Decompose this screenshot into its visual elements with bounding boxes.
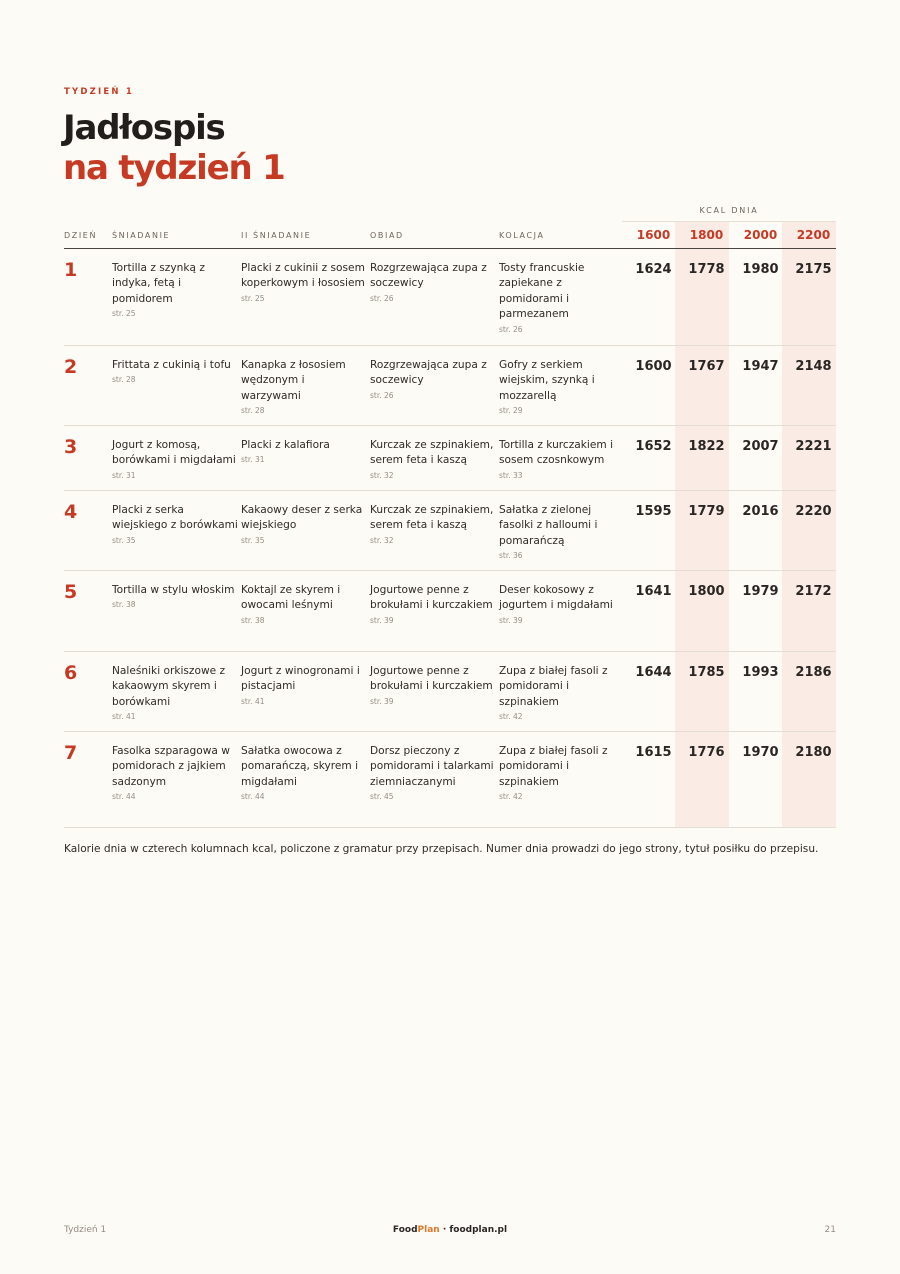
kcal-1600-value: 1624: [635, 262, 672, 277]
meal-second-breakfast[interactable]: [241, 583, 367, 628]
page-title: [63, 108, 285, 188]
meal-title[interactable]: Placki z kalafiora: [241, 439, 330, 451]
table-row-day-4: [64, 491, 836, 571]
meal-page-ref: str. 26: [370, 293, 394, 303]
kcal-1600-value: 1644: [635, 665, 672, 680]
day-number-link[interactable]: 6: [64, 662, 78, 684]
day-number-link[interactable]: 2: [64, 356, 78, 378]
meal-title[interactable]: Fasolka szparagowa w pomidorach z jajkiem sadzonym: [112, 745, 230, 788]
col-header-breakfast: ŚNIADANIE: [112, 231, 171, 240]
meal-page-ref: str. 28: [112, 375, 136, 385]
kcal-1800-value: 1785: [688, 665, 725, 680]
meal-page-ref: str. 38: [241, 615, 265, 625]
meal-page-ref: str. 44: [112, 792, 136, 802]
meal-page-ref: str. 25: [241, 293, 265, 303]
meal-title[interactable]: Placki z cukinii z sosem koperkowym i łososiem: [241, 262, 365, 290]
table-row-day-3: [64, 426, 836, 491]
meal-supper[interactable]: [499, 583, 625, 628]
day-number-link[interactable]: 5: [64, 581, 78, 603]
brand-name-part-1: Food: [392, 1225, 418, 1235]
table-row-day-7: [64, 732, 836, 828]
meal-title[interactable]: Sałatka z zielonej fasolki z halloumi i pomarańczą: [499, 504, 598, 547]
table-row-day-2: [64, 346, 836, 426]
kcal-1800-value: 1800: [688, 584, 725, 599]
meal-supper[interactable]: [499, 438, 625, 483]
meal-page-ref: str. 44: [241, 792, 265, 802]
table-header: [64, 222, 836, 249]
meal-page-ref: str. 35: [112, 535, 136, 545]
meal-title[interactable]: Jogurtowe penne z brokułami i kurczakiem: [370, 665, 493, 693]
meal-title[interactable]: Jogurt z komosą, borówkami i migdałami: [112, 439, 236, 467]
meal-page-ref: str. 28: [241, 406, 265, 416]
meal-second-breakfast[interactable]: [241, 261, 367, 306]
col-header-supper: KOLACJA: [499, 231, 545, 240]
meal-dinner[interactable]: [370, 438, 496, 483]
meal-title[interactable]: Tosty francuskie zapiekane z pomidorami i parmezanem: [499, 262, 585, 321]
footer-brand[interactable]: [0, 1225, 900, 1235]
meal-title[interactable]: Placki z serka wiejskiego z borówkami: [112, 504, 238, 532]
meal-breakfast[interactable]: [112, 261, 238, 321]
meal-page-ref: str. 39: [499, 615, 523, 625]
meal-title[interactable]: Naleśniki orkiszowe z kakaowym skyrem i borówkami: [112, 665, 226, 708]
meal-title[interactable]: Kanapka z łososiem wędzonym i warzywami: [241, 359, 346, 402]
day-number-link[interactable]: 7: [64, 742, 78, 764]
meal-breakfast[interactable]: [112, 358, 238, 387]
meal-second-breakfast[interactable]: [241, 438, 367, 467]
day-number-link[interactable]: 4: [64, 501, 78, 523]
meal-page-ref: str. 35: [241, 535, 265, 545]
meal-page-ref: str. 41: [241, 696, 265, 706]
kcal-2200-value: 2148: [795, 359, 832, 374]
meal-page-ref: str. 45: [370, 792, 394, 802]
meal-title[interactable]: Koktajl ze skyrem i owocami leśnymi: [241, 584, 341, 612]
meal-title[interactable]: Tortilla z kurczakiem i sosem czosnkowym: [499, 439, 614, 467]
meal-second-breakfast[interactable]: [241, 503, 367, 548]
meal-page-ref: str. 29: [499, 406, 523, 416]
col-header-kcal-2000: 2000: [743, 228, 778, 242]
meal-page-ref: str. 31: [112, 470, 136, 480]
kcal-2000-value: 1993: [742, 665, 779, 680]
brand-website: · foodplan.pl: [439, 1225, 508, 1235]
kcal-1800-value: 1778: [688, 262, 725, 277]
table-row-day-1: [64, 249, 836, 346]
kcal-1600-value: 1600: [635, 359, 672, 374]
kcal-1800-value: 1779: [688, 504, 725, 519]
meal-page-ref: str. 31: [241, 455, 265, 465]
kcal-2200-value: 2172: [795, 584, 832, 599]
meal-breakfast[interactable]: [112, 438, 238, 483]
meal-dinner[interactable]: [370, 503, 496, 548]
meal-title[interactable]: Rozgrzewająca zupa z soczewicy: [370, 262, 487, 290]
day-number-link[interactable]: 1: [64, 259, 78, 281]
page-number: 21: [824, 1225, 836, 1235]
kcal-2000-value: 1970: [742, 745, 779, 760]
meal-page-ref: str. 42: [499, 712, 523, 722]
kcal-1600-value: 1615: [635, 745, 672, 760]
meal-dinner[interactable]: [370, 664, 496, 709]
meal-title[interactable]: Dorsz pieczony z pomidorami i talarkami ziemniaczanymi: [370, 745, 494, 788]
meal-page-ref: str. 36: [499, 551, 523, 561]
page-title-line1: Jadłospis: [63, 108, 225, 148]
day-number-link[interactable]: 3: [64, 436, 78, 458]
kcal-2000-value: 1947: [742, 359, 779, 374]
meal-title[interactable]: Kurczak ze szpinakiem, serem feta i kaszą: [370, 504, 494, 532]
meal-breakfast[interactable]: [112, 664, 238, 724]
meal-page-ref: str. 32: [370, 470, 394, 480]
meal-supper[interactable]: [499, 744, 625, 804]
col-header-day: DZIEŃ: [64, 231, 98, 240]
meal-title[interactable]: Zupa z białej fasoli z pomidorami i szpinakiem: [499, 665, 608, 708]
meal-supper[interactable]: [499, 358, 625, 418]
meal-second-breakfast[interactable]: [241, 358, 367, 418]
kcal-1600-value: 1595: [635, 504, 672, 519]
col-header-kcal-1600: 1600: [636, 228, 671, 242]
kcal-2000-value: 1979: [742, 584, 779, 599]
kcal-1600-value: 1641: [635, 584, 672, 599]
kcal-2200-value: 2221: [795, 439, 832, 454]
meal-page-ref: str. 32: [370, 535, 394, 545]
meal-second-breakfast[interactable]: [241, 744, 367, 804]
meal-page-ref: str. 39: [370, 615, 394, 625]
meal-page-ref: str. 38: [112, 600, 136, 610]
meal-page-ref: str. 26: [370, 390, 394, 400]
kcal-2200-value: 2175: [795, 262, 832, 277]
meal-title[interactable]: Zupa z białej fasoli z pomidorami i szpinakiem: [499, 745, 608, 788]
footer-section-label: Tydzień 1: [64, 1225, 107, 1235]
meal-dinner[interactable]: [370, 583, 496, 628]
meal-title[interactable]: Tortilla z szynką z indyka, fetą i pomidorem: [112, 262, 205, 305]
meal-title[interactable]: Gofry z serkiem wiejskim, szynką i mozzarellą: [499, 359, 595, 402]
table-footnote: Kalorie dnia w czterech kolumnach kcal, policzone z gramatur przy przepisach. Numer dnia prowadzi do jego strony, tytuł posiłku do przepisu.: [64, 843, 819, 855]
meal-dinner[interactable]: [370, 744, 496, 804]
col-header-kcal-2200: 2200: [796, 228, 831, 242]
meal-page-ref: str. 25: [112, 309, 136, 319]
table-row-day-5: [64, 571, 836, 652]
meal-title[interactable]: Rozgrzewająca zupa z soczewicy: [370, 359, 487, 387]
table-row-day-6: [64, 652, 836, 732]
meal-page-ref: str. 39: [370, 696, 394, 706]
meal-page-ref: str. 26: [499, 324, 523, 334]
brand-name-part-2: Plan: [417, 1225, 440, 1235]
meal-supper[interactable]: [499, 261, 625, 337]
meal-breakfast[interactable]: [112, 503, 238, 548]
col-header-second-breakfast: II ŚNIADANIE: [241, 231, 312, 240]
col-header-dinner: OBIAD: [370, 231, 404, 240]
meal-supper[interactable]: [499, 503, 625, 563]
meal-title[interactable]: Jogurtowe penne z brokułami i kurczakiem: [370, 584, 493, 612]
meal-title[interactable]: Deser kokosowy z jogurtem i migdałami: [499, 584, 613, 612]
kcal-2200-value: 2186: [795, 665, 832, 680]
kcal-2000-value: 1980: [742, 262, 779, 277]
meal-second-breakfast[interactable]: [241, 664, 367, 709]
kcal-1800-value: 1776: [688, 745, 725, 760]
kcal-group-header: KCAL DNIA: [622, 200, 836, 222]
meal-page-ref: str. 33: [499, 470, 523, 480]
meal-title[interactable]: Jogurt z winogronami i pistacjami: [241, 665, 360, 693]
meal-title[interactable]: Frittata z cukinią i tofu: [112, 359, 231, 371]
meal-page-ref: str. 41: [112, 712, 136, 722]
kcal-1800-value: 1767: [688, 359, 725, 374]
kcal-2000-value: 2007: [742, 439, 779, 454]
kcal-1800-value: 1822: [688, 439, 725, 454]
meal-title[interactable]: Sałatka owocowa z pomarańczą, skyrem i migdałami: [241, 745, 359, 788]
kcal-2200-value: 2220: [795, 504, 832, 519]
meal-dinner[interactable]: [370, 358, 496, 403]
meal-title[interactable]: Tortilla w stylu włoskim: [112, 584, 235, 596]
meal-supper[interactable]: [499, 664, 625, 724]
meal-title[interactable]: Kurczak ze szpinakiem, serem feta i kaszą: [370, 439, 494, 467]
kcal-2000-value: 2016: [742, 504, 779, 519]
meal-page-ref: str. 42: [499, 792, 523, 802]
meal-breakfast[interactable]: [112, 744, 238, 804]
kcal-2200-value: 2180: [795, 745, 832, 760]
kcal-1600-value: 1652: [635, 439, 672, 454]
meal-breakfast[interactable]: [112, 583, 238, 612]
meal-title[interactable]: Kakaowy deser z serka wiejskiego: [241, 504, 363, 532]
page-title-line2: na tydzień 1: [63, 148, 285, 188]
col-header-kcal-1800: 1800: [689, 228, 724, 242]
section-eyebrow: TYDZIEŃ 1: [64, 87, 134, 97]
meal-dinner[interactable]: [370, 261, 496, 306]
